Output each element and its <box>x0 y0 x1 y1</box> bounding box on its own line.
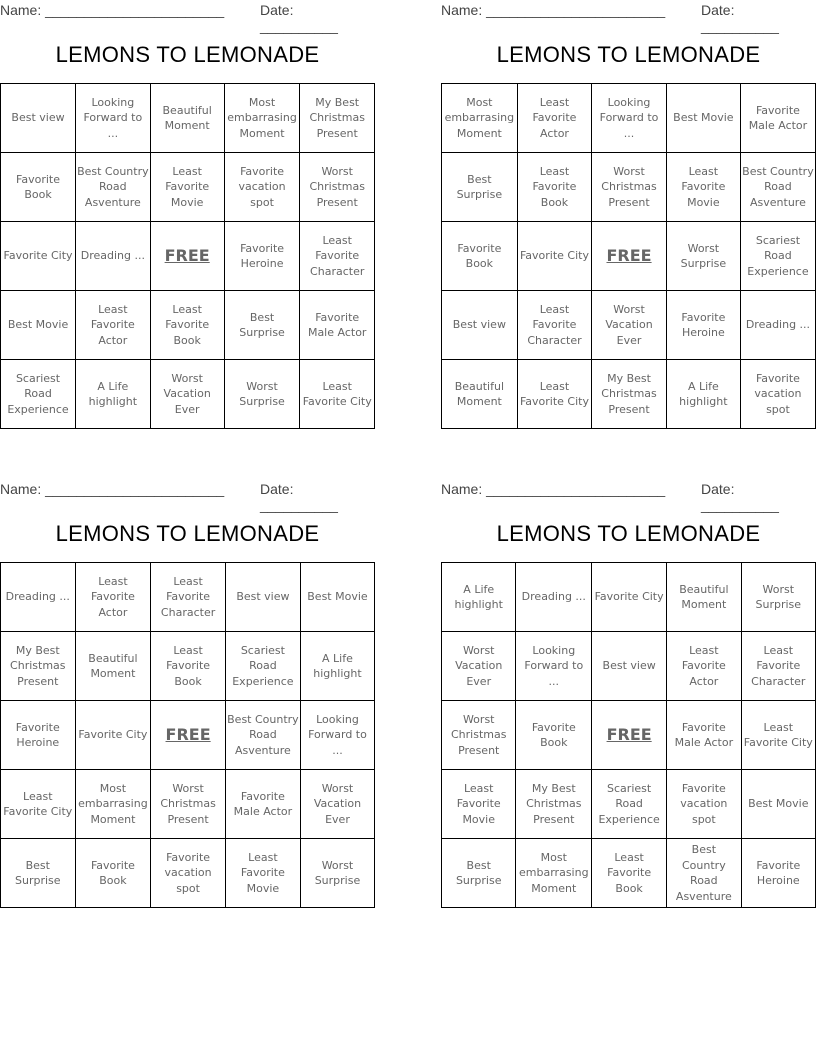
bingo-cell: A Life highlight <box>76 360 151 429</box>
bingo-cell: Worst Christmas Present <box>300 153 375 222</box>
card-title: LEMONS TO LEMONADE <box>55 42 320 67</box>
bingo-cell: A Life highlight <box>442 563 516 632</box>
bingo-cell: Best Movie <box>741 770 815 839</box>
grid-row <box>1 153 375 222</box>
bingo-cell: Least Favorite Movie <box>150 153 224 222</box>
bingo-cell: Worst Surprise <box>224 360 300 429</box>
bingo-cell: Favorite City <box>517 222 592 291</box>
bingo-cell: Best Surprise <box>1 839 76 908</box>
bingo-cell: Least Favorite Character <box>741 632 815 701</box>
bingo-cell: Worst Vacation Ever <box>592 291 667 360</box>
bingo-cell: A Life highlight <box>666 360 740 429</box>
grid-row <box>1 84 375 153</box>
bingo-cell: My Best Christmas Present <box>516 770 592 839</box>
grid-row <box>1 701 375 770</box>
bingo-cell: Looking Forward to ... <box>592 84 667 153</box>
bingo-cell: Least Favorite Actor <box>667 632 741 701</box>
bingo-cell: My Best Christmas Present <box>592 360 667 429</box>
bingo-cell: Scariest Road Experience <box>592 770 667 839</box>
bingo-cell: Least Favorite Book <box>592 839 667 908</box>
bingo-cell: Worst Vacation Ever <box>300 770 374 839</box>
bingo-cell: Least Favorite Movie <box>442 770 516 839</box>
bingo-cell: Least Favorite Character <box>517 291 592 360</box>
date-field-label: Date: __________ <box>260 2 338 34</box>
bingo-cell: Least Favorite Book <box>151 632 226 701</box>
name-field-label: Name: _______________________ <box>441 2 666 18</box>
name-field-label: Name: _______________________ <box>0 2 225 18</box>
bingo-cell: Best Surprise <box>224 291 300 360</box>
grid-row <box>1 222 375 291</box>
bingo-cell: Least Favorite Book <box>150 291 224 360</box>
free-space-cell: FREE <box>592 222 667 291</box>
grid-row <box>442 222 816 291</box>
bingo-cell: Best Country Road Asventure <box>225 701 300 770</box>
bingo-cell: Least Favorite Actor <box>76 291 151 360</box>
bingo-cell: Best Surprise <box>442 839 516 908</box>
bingo-cell: Most embarrasing Moment <box>516 839 592 908</box>
bingo-cell: Best view <box>592 632 667 701</box>
grid-row <box>442 84 816 153</box>
grid-row <box>442 632 816 701</box>
date-field-label: Date: __________ <box>701 2 779 34</box>
bingo-cell: Scariest Road Experience <box>1 360 76 429</box>
bingo-grid <box>441 562 816 908</box>
bingo-cell: Favorite vacation spot <box>224 153 300 222</box>
bingo-cell: Least Favorite Character <box>300 222 375 291</box>
bingo-cell: Most embarrasing Moment <box>224 84 300 153</box>
bingo-cell: Least Favorite City <box>300 360 375 429</box>
card-title: LEMONS TO LEMONADE <box>496 42 761 67</box>
free-space-cell: FREE <box>592 701 667 770</box>
bingo-cell: Looking Forward to ... <box>76 84 151 153</box>
grid-row <box>442 770 816 839</box>
bingo-cell: Favorite City <box>592 563 667 632</box>
bingo-cell: Beautiful Moment <box>667 563 741 632</box>
bingo-cell: Least Favorite Movie <box>225 839 300 908</box>
bingo-cell: My Best Christmas Present <box>1 632 76 701</box>
bingo-cell: Best Movie <box>1 291 76 360</box>
bingo-cell: A Life highlight <box>300 632 374 701</box>
bingo-card-3 <box>0 479 375 895</box>
grid-row <box>1 291 375 360</box>
bingo-cell: Favorite City <box>75 701 151 770</box>
bingo-grid <box>0 83 375 429</box>
bingo-cell: Favorite Book <box>1 153 76 222</box>
bingo-card-1 <box>0 0 375 416</box>
bingo-cell: Scariest Road Experience <box>225 632 300 701</box>
bingo-cell: Best Country Road Asventure <box>667 839 741 908</box>
grid-row <box>442 563 816 632</box>
bingo-cell: Best Country Road Asventure <box>76 153 151 222</box>
card-title: LEMONS TO LEMONADE <box>55 521 320 546</box>
bingo-cell: Looking Forward to ... <box>516 632 592 701</box>
bingo-cell: Worst Christmas Present <box>592 153 667 222</box>
bingo-cell: Scariest Road Experience <box>740 222 815 291</box>
bingo-card-4 <box>441 479 816 903</box>
bingo-cell: Worst Surprise <box>666 222 740 291</box>
bingo-cell: Dreading ... <box>740 291 815 360</box>
bingo-cell: Best Movie <box>666 84 740 153</box>
bingo-cell: Most embarrasing Moment <box>442 84 518 153</box>
free-space-cell: FREE <box>151 701 226 770</box>
bingo-cell: Favorite Heroine <box>666 291 740 360</box>
grid-row <box>442 360 816 429</box>
bingo-cell: Least Favorite Actor <box>75 563 151 632</box>
bingo-cell: Best Movie <box>300 563 374 632</box>
grid-row <box>442 153 816 222</box>
grid-row <box>1 563 375 632</box>
bingo-cell: Least Favorite City <box>741 701 815 770</box>
bingo-cell: Worst Vacation Ever <box>442 632 516 701</box>
bingo-cell: Least Favorite Actor <box>517 84 592 153</box>
bingo-grid <box>0 562 375 908</box>
bingo-cell: Favorite vacation spot <box>667 770 741 839</box>
grid-row <box>1 360 375 429</box>
bingo-cell: Beautiful Moment <box>150 84 224 153</box>
grid-row <box>442 839 816 908</box>
card-header <box>0 479 375 513</box>
bingo-cell: Favorite Male Actor <box>225 770 300 839</box>
grid-row <box>1 632 375 701</box>
free-space-cell: FREE <box>150 222 224 291</box>
bingo-cell: Best view <box>442 291 518 360</box>
bingo-cell: Best Surprise <box>442 153 518 222</box>
bingo-cell: Most embarrasing Moment <box>75 770 151 839</box>
bingo-cell: Worst Surprise <box>300 839 374 908</box>
name-field-label: Name: _______________________ <box>441 481 666 497</box>
bingo-cell: Best Country Road Asventure <box>740 153 815 222</box>
bingo-cell: Best view <box>225 563 300 632</box>
bingo-cell: Worst Surprise <box>741 563 815 632</box>
bingo-cell: Least Favorite Character <box>151 563 226 632</box>
bingo-cell: Worst Christmas Present <box>442 701 516 770</box>
date-field-label: Date: __________ <box>701 481 779 513</box>
bingo-cell: Dreading ... <box>516 563 592 632</box>
bingo-cell: Least Favorite Movie <box>666 153 740 222</box>
bingo-cell: Favorite Book <box>75 839 151 908</box>
bingo-cell: Favorite Heroine <box>224 222 300 291</box>
bingo-cell: Dreading ... <box>76 222 151 291</box>
bingo-cell: Favorite Heroine <box>1 701 76 770</box>
bingo-cell: Favorite vacation spot <box>151 839 226 908</box>
date-field-label: Date: __________ <box>260 481 338 513</box>
bingo-cell: Least Favorite Book <box>517 153 592 222</box>
bingo-cell: Favorite Male Actor <box>667 701 741 770</box>
card-header <box>441 479 816 513</box>
bingo-cell: Favorite Book <box>442 222 518 291</box>
bingo-cell: Dreading ... <box>1 563 76 632</box>
bingo-cell: Least Favorite City <box>517 360 592 429</box>
bingo-cell: Worst Vacation Ever <box>150 360 224 429</box>
bingo-cell: Favorite Heroine <box>741 839 815 908</box>
bingo-cell: Favorite vacation spot <box>740 360 815 429</box>
card-header <box>0 0 375 34</box>
bingo-cell: Worst Christmas Present <box>151 770 226 839</box>
name-field-label: Name: _______________________ <box>0 481 225 497</box>
bingo-cell: Least Favorite City <box>1 770 76 839</box>
grid-row <box>1 839 375 908</box>
grid-row <box>1 770 375 839</box>
bingo-cell: Favorite City <box>1 222 76 291</box>
bingo-grid <box>441 83 816 429</box>
bingo-cell: Best view <box>1 84 76 153</box>
bingo-cell: Favorite Male Actor <box>300 291 375 360</box>
grid-row <box>442 701 816 770</box>
grid-row <box>442 291 816 360</box>
bingo-cell: My Best Christmas Present <box>300 84 375 153</box>
bingo-cell: Favorite Male Actor <box>740 84 815 153</box>
card-title: LEMONS TO LEMONADE <box>496 521 761 546</box>
bingo-cell: Looking Forward to ... <box>300 701 374 770</box>
card-header <box>441 0 816 34</box>
bingo-card-2 <box>441 0 816 416</box>
bingo-cell: Favorite Book <box>516 701 592 770</box>
bingo-cell: Beautiful Moment <box>442 360 518 429</box>
bingo-cell: Beautiful Moment <box>75 632 151 701</box>
